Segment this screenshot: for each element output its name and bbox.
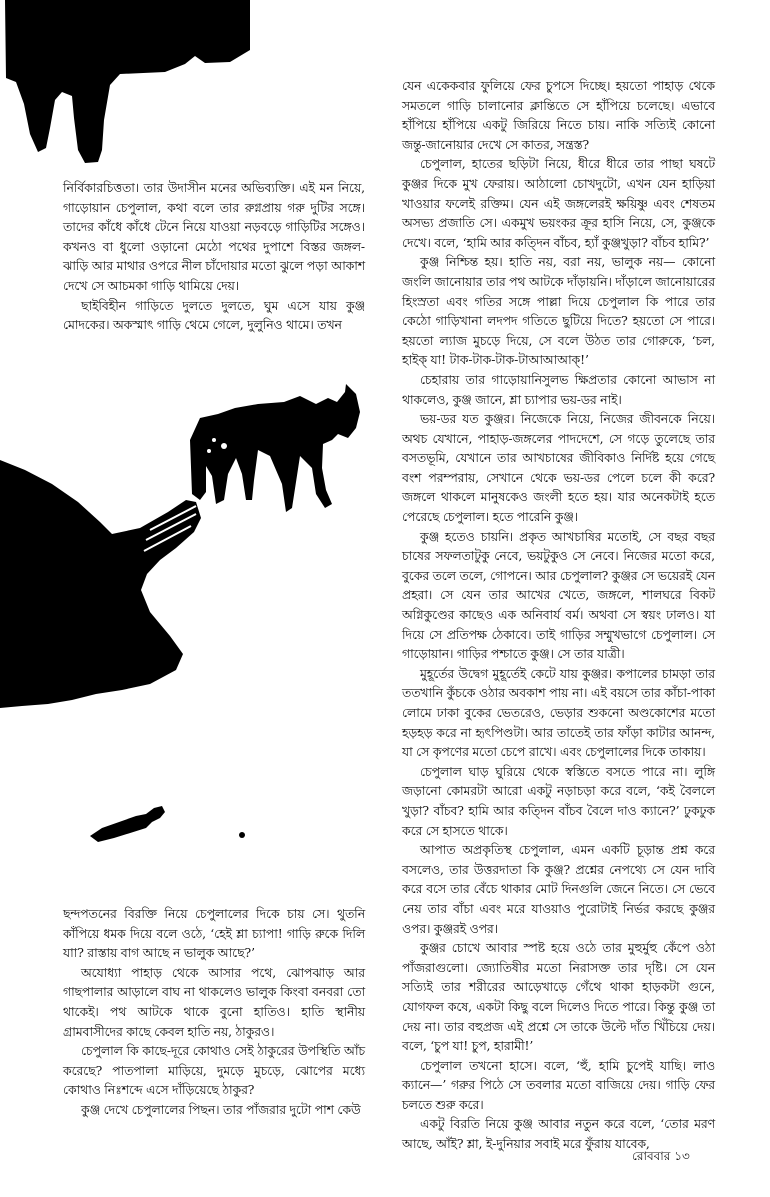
bottle-silhouette [90, 806, 165, 842]
paragraph: কুঞ্জ দেখে চেপুলালের পিছন। তার পাঁজরার দুটো পাশ কেউ [81, 1101, 361, 1117]
paragraph: ছন্দপতনের বিরক্তি নিয়ে চেপুলালের দিকে চায় সে। থুতনি কাঁপিয়ে ধমক দিয়ে বলে ওঠে, ‘হেই শ্লা চ্যাপা! গাড়ি রুকে দিলি যাা? রাস্তায় বাগ আছে ন ভালুক আছে?’ [63, 906, 365, 961]
goat-silhouette [190, 384, 360, 512]
paragraph: চেপুলাল কি কাছে-দূরে কোথাও সেই ঠাকুরের উপস্থিতি আঁচ করেছে? পাতপালা মাড়িয়ে, দুমড়ে মুচড়ে, ঝোপের মধ্যে কোথাও নিঃশব্দে এসে দাঁড়িয়েছে ঠাকুর? [63, 1043, 365, 1098]
paragraph: চেপুলাল ঘাড় ঘুরিয়ে থেকে স্বস্তিতে বসতে পারে না। লুঙ্গি জড়ানো কোমরটা আরো একটু নড়াচড়া করে বলে, ‘কই বৈললে খুড়া? বাঁচব? হামি আর কত্দিন বাঁচব বৈলে দাও ক্যানে?’ ঢুকঢুক করে সে হাসতে থাকে। [402, 763, 715, 838]
paragraph: কুঞ্জর চোখে আবার স্পষ্ট হয়ে ওঠে তার মুহুর্মুহু কেঁপে ওঠা পাঁজরাগুলো। জ্যোতিষীর মতো নিরাসক্ত তার দৃষ্টি। সে যেন সত্যিই তার শরীরের আড়েখাড়ে গেঁথে থাকা হাড়কটা গুনে, যোগফল কষে, একটা কিছু বলে দিলেও দিতে পারে। কিন্তু কুঞ্জ তা দেয় না। তার বহুপ্রজ এই প্রশ্নে সে তাকে উল্টে দাঁত খিঁচিয়ে দেয়। বলে, ‘চুপ যা! চুপ, হারামী!’ [402, 940, 715, 1054]
left-column-top [63, 178, 365, 335]
paragraph: কুঞ্জ নিশ্চিন্ত হয়। হাতি নয়, বরা নয়, ভালুক নয়— কোনো জংলি জানোয়ার তার পথ আটকে দাঁড়ায়নি। দাঁড়ালে জানোয়ারের হিংস্রতা এবং গতির সঙ্গে পাল্লা দিয়ে চেপুলাল কি পারে তার কেঠো গাড়িখানা লদপদ গতিতে ছুটিয়ে দিতে? হয়তো সে পারে। হয়তো ল্যাজ মুচড়ে দিয়ে, সে বলে উঠত তার গোরুকে, ‘চল, হাইক্ যা! টাক-টাক-টাক-টাআআআক্!’ [402, 254, 715, 368]
dark-tree-silhouette [5, 0, 250, 163]
ink-dot [239, 832, 245, 838]
paragraph: যেন একেকবার ফুলিয়ে ফের চুপসে দিচ্ছে। হয়তো পাহাড় থেকে সমতলে গাড়ি চালানোর ক্লান্তিতে সে হাঁপিয়ে চলেছে। এভাবে হাঁপিয়ে হাঁপিয়ে একটু জিরিয়ে নিতে চায়। নাকি সত্যিই কোনো জন্তু-জানোয়ার দেখে সে কাতর, সন্ত্রস্ত? [402, 78, 715, 152]
paragraph: নির্বিকারচিত্ততা। তার উদাসীন মনের অভিব্যক্তি। এই মন নিয়ে, গাড়োয়ান চেপুলাল, কথা বলে তার রুগ্নপ্রায় গরু দুটির সঙ্গে। তাদের কাঁধে কাঁধে টেনে নিয়ে যাওয়া নড়বড়ে গাড়িটির সঙ্গেও। কখনও বা ধুলো ওড়ানো মেঠো পথের দুপাশে বিস্তর জঙ্গল-ঝাড়ি আর মাথার ওপরে নীল চাঁদোয়ার মতো ঝুলে পড়া আকাশ দেখে সে আচমকা গাড়ি থামিয়ে দেয়। [63, 180, 365, 293]
paragraph: মুহূর্তের উদ্বেগ মুহূর্তেই কেটে যায় কুঞ্জর। কপালের চামড়া তার ততখানি কুঁচকে ওঠার অবকাশ পায় না। এই বয়সে তার কাঁচা-পাকা লোমে ঢাকা বুকের ভেতরেও, ভেড়ার শুকনো অণ্ডকোশের মতো হড়হড় করে না হৃৎপিণ্ডটা। আর তাতেই তার ফাঁড়া কাটার আনন্দ, যা সে কৃপণের মতো চেপে রাখে। এবং চেপুলালের দিকে তাকায়। [402, 665, 715, 760]
sunlit-spots [207, 438, 227, 453]
paragraph: অযোধ্যা পাহাড় থেকে আসার পথে, ঝোপঝাড় আর গাছপালার আড়ালে বাঘ না থাকলেও ভালুক কিংবা বনবরা তো থাকেই। পথ আটকে থাকে বুনো হাতিও। হাতি স্থানীয় গ্রামবাসীদের কাছে কেবল হাতি নয়, ঠাকুরও। [63, 964, 365, 1039]
page-footer: রোববার ১৩ [632, 1149, 690, 1163]
paragraph: কুঞ্জ হতেও চায়নি। প্রকৃত আখচাষির মতোই, সে বছর বছর চাষের সফলতাটুকু নেবে, ভয়টুকুও সে নেবে। নিজের মতো করে, বুকের তলে তলে, গোপনে। আর চেপুলাল? কুঞ্জর সে ভয়েরই যেন প্রহরা। সে যেন তার আখের খেতে, জঙ্গলে, শালঘরে বিকট অগ্নিকুণ্ডের কাছেও এক অনিবার্য বর্ম। অথবা সে স্বয়ং ঢালও। যা দিয়ে সে প্রতিপক্ষ ঠেকাবে। তাই গাড়ির সম্মুখভাগে চেপুলাল। সে গাড়োয়ান। গাড়ির পশ্চাতে কুঞ্জ। সে তার যাত্রী। [402, 528, 715, 662]
figure-silhouette [0, 460, 201, 708]
paragraph: ভয়-ডর যত কুঞ্জর। নিজেকে নিয়ে, নিজের জীবনকে নিয়ে। অথচ যেখানে, পাহাড়-জঙ্গলের পাদদেশে, সে গড়ে তুলেছে তার বসতভূমি, যেখানে তার আখচাষের জীবিকাও নির্দিষ্ট হয়ে গেছে বংশ পরম্পরায়, সেখানে থেকে ভয়-ডর পেলে চলে কী করে? জঙ্গলে থাকলে মানুষকেও জংলী হতে হয়। যার অনেকটাই হতে পেরেছে চেপুলাল। হতে পারেনি কুঞ্জ। [402, 411, 715, 525]
paragraph: চেহারায় তার গাড়োয়ানিসুলভ ক্ষিপ্রতার কোনো আভাস না থাকলেও, কুঞ্জ জানে, শ্লা চ্যাপার ভয়-ডর নাই। [402, 371, 715, 407]
paragraph: আপাত অপ্রকৃতিস্থ চেপুলাল, এমন একটি চূড়ান্ত প্রশ্ন করে বসলেও, তার উত্তরদাতা কি কুঞ্জ? প্রশ্নের নেপথ্যে সে যেন দাবি করে বসে তার বেঁচে থাকার মোট দিনগুলি জেনে নিতে। সে ভেবে নেয় তার বাঁচা এবং মরে যাওয়াও পুরোটাই নির্ভর করছে কুঞ্জর ওপর। কুঞ্জরই ওপর। [402, 842, 715, 936]
left-column-bottom [63, 904, 365, 1120]
paragraph: চেপুলাল তখনো হাসে। বলে, ‘হুঁ, হামি চুপেই যাছি। লাও ক্যানে—’ গরুর পিঠে সে তবলার মতো বাজিয়ে দেয়। গাড়ি ফের চলতে শুরু করে। [402, 1057, 715, 1112]
paragraph: ছাইবিহীন গাড়িতে দুলতে দুলতে, ঘুম এসে যায় কুঞ্জ মোদকের। অকস্মাৎ গাড়ি থেমে গেলে, দুলুনিও থামে। তখন [63, 297, 365, 333]
stroke-texture [144, 506, 196, 551]
paragraph: একটু বিরতি নিয়ে কুঞ্জ আবার নতুন করে বলে, ‘তোর মরণ আছে, আঁই? শ্লা, ই-দুনিয়ার সবাই মরে ফুঁরায় যাবেক, [402, 1116, 715, 1152]
paragraph: চেপুলাল, হাতের ছড়িটা নিয়ে, ধীরে ধীরে তার পাছা ঘষটে কুঞ্জর দিকে মুখ ফেরায়। আঠালো চোখদুটো, এখন যেন হাড়িয়া খাওয়ার ফলেই রক্তিম। যেন এই জঙ্গলেরই ক্ষয়িষ্ণু এবং শেষতম অসভ্য প্রজাতি সে। একমুখ ভয়ংকর ক্রূর হাসি নিয়ে, সে, কুঞ্জকে দেখে। বলে, ‘হামি আর কত্দিন বাঁচব, হ্যাঁ কুঞ্জখুড়া? বাঁচব হামি?’ [402, 156, 715, 250]
right-column [402, 76, 715, 1154]
